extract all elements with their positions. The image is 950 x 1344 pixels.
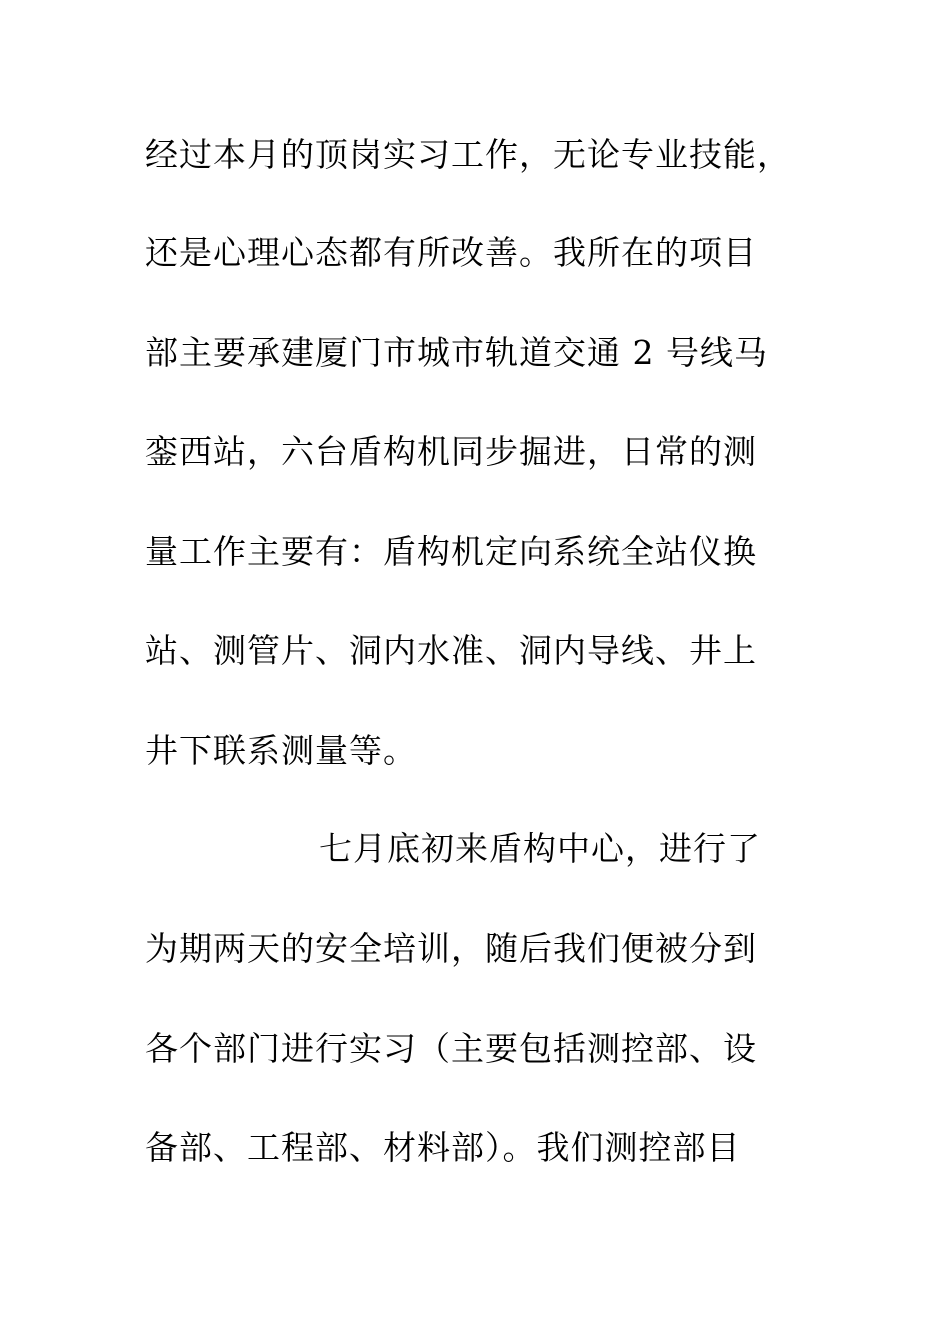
paragraph-line: 量工作主要有：盾构机定向系统全站仪换 — [145, 532, 757, 571]
paragraph-line: 七月底初来盾构中心，进行了 — [319, 829, 761, 868]
paragraph-line: 还是心理心态都有所改善。我所在的项目 — [145, 233, 757, 272]
paragraph-line: 备部、工程部、材料部）。我们测控部目 — [145, 1128, 741, 1167]
paragraph-line: 为期两天的安全培训，随后我们便被分到 — [145, 929, 757, 968]
paragraph-line: 銮西站，六台盾构机同步掘进，日常的测 — [145, 432, 757, 471]
paragraph-line: 井下联系测量等。 — [145, 731, 417, 770]
paragraph-line: 部主要承建厦门市城市轨道交通 2 号线马 — [145, 333, 768, 372]
paragraph-line: 经过本月的顶岗实习工作，无论专业技能， — [145, 135, 791, 174]
paragraph-line: 各个部门进行实习（主要包括测控部、设 — [145, 1029, 757, 1068]
paragraph-line: 站、测管片、洞内水准、洞内导线、井上 — [145, 631, 757, 670]
